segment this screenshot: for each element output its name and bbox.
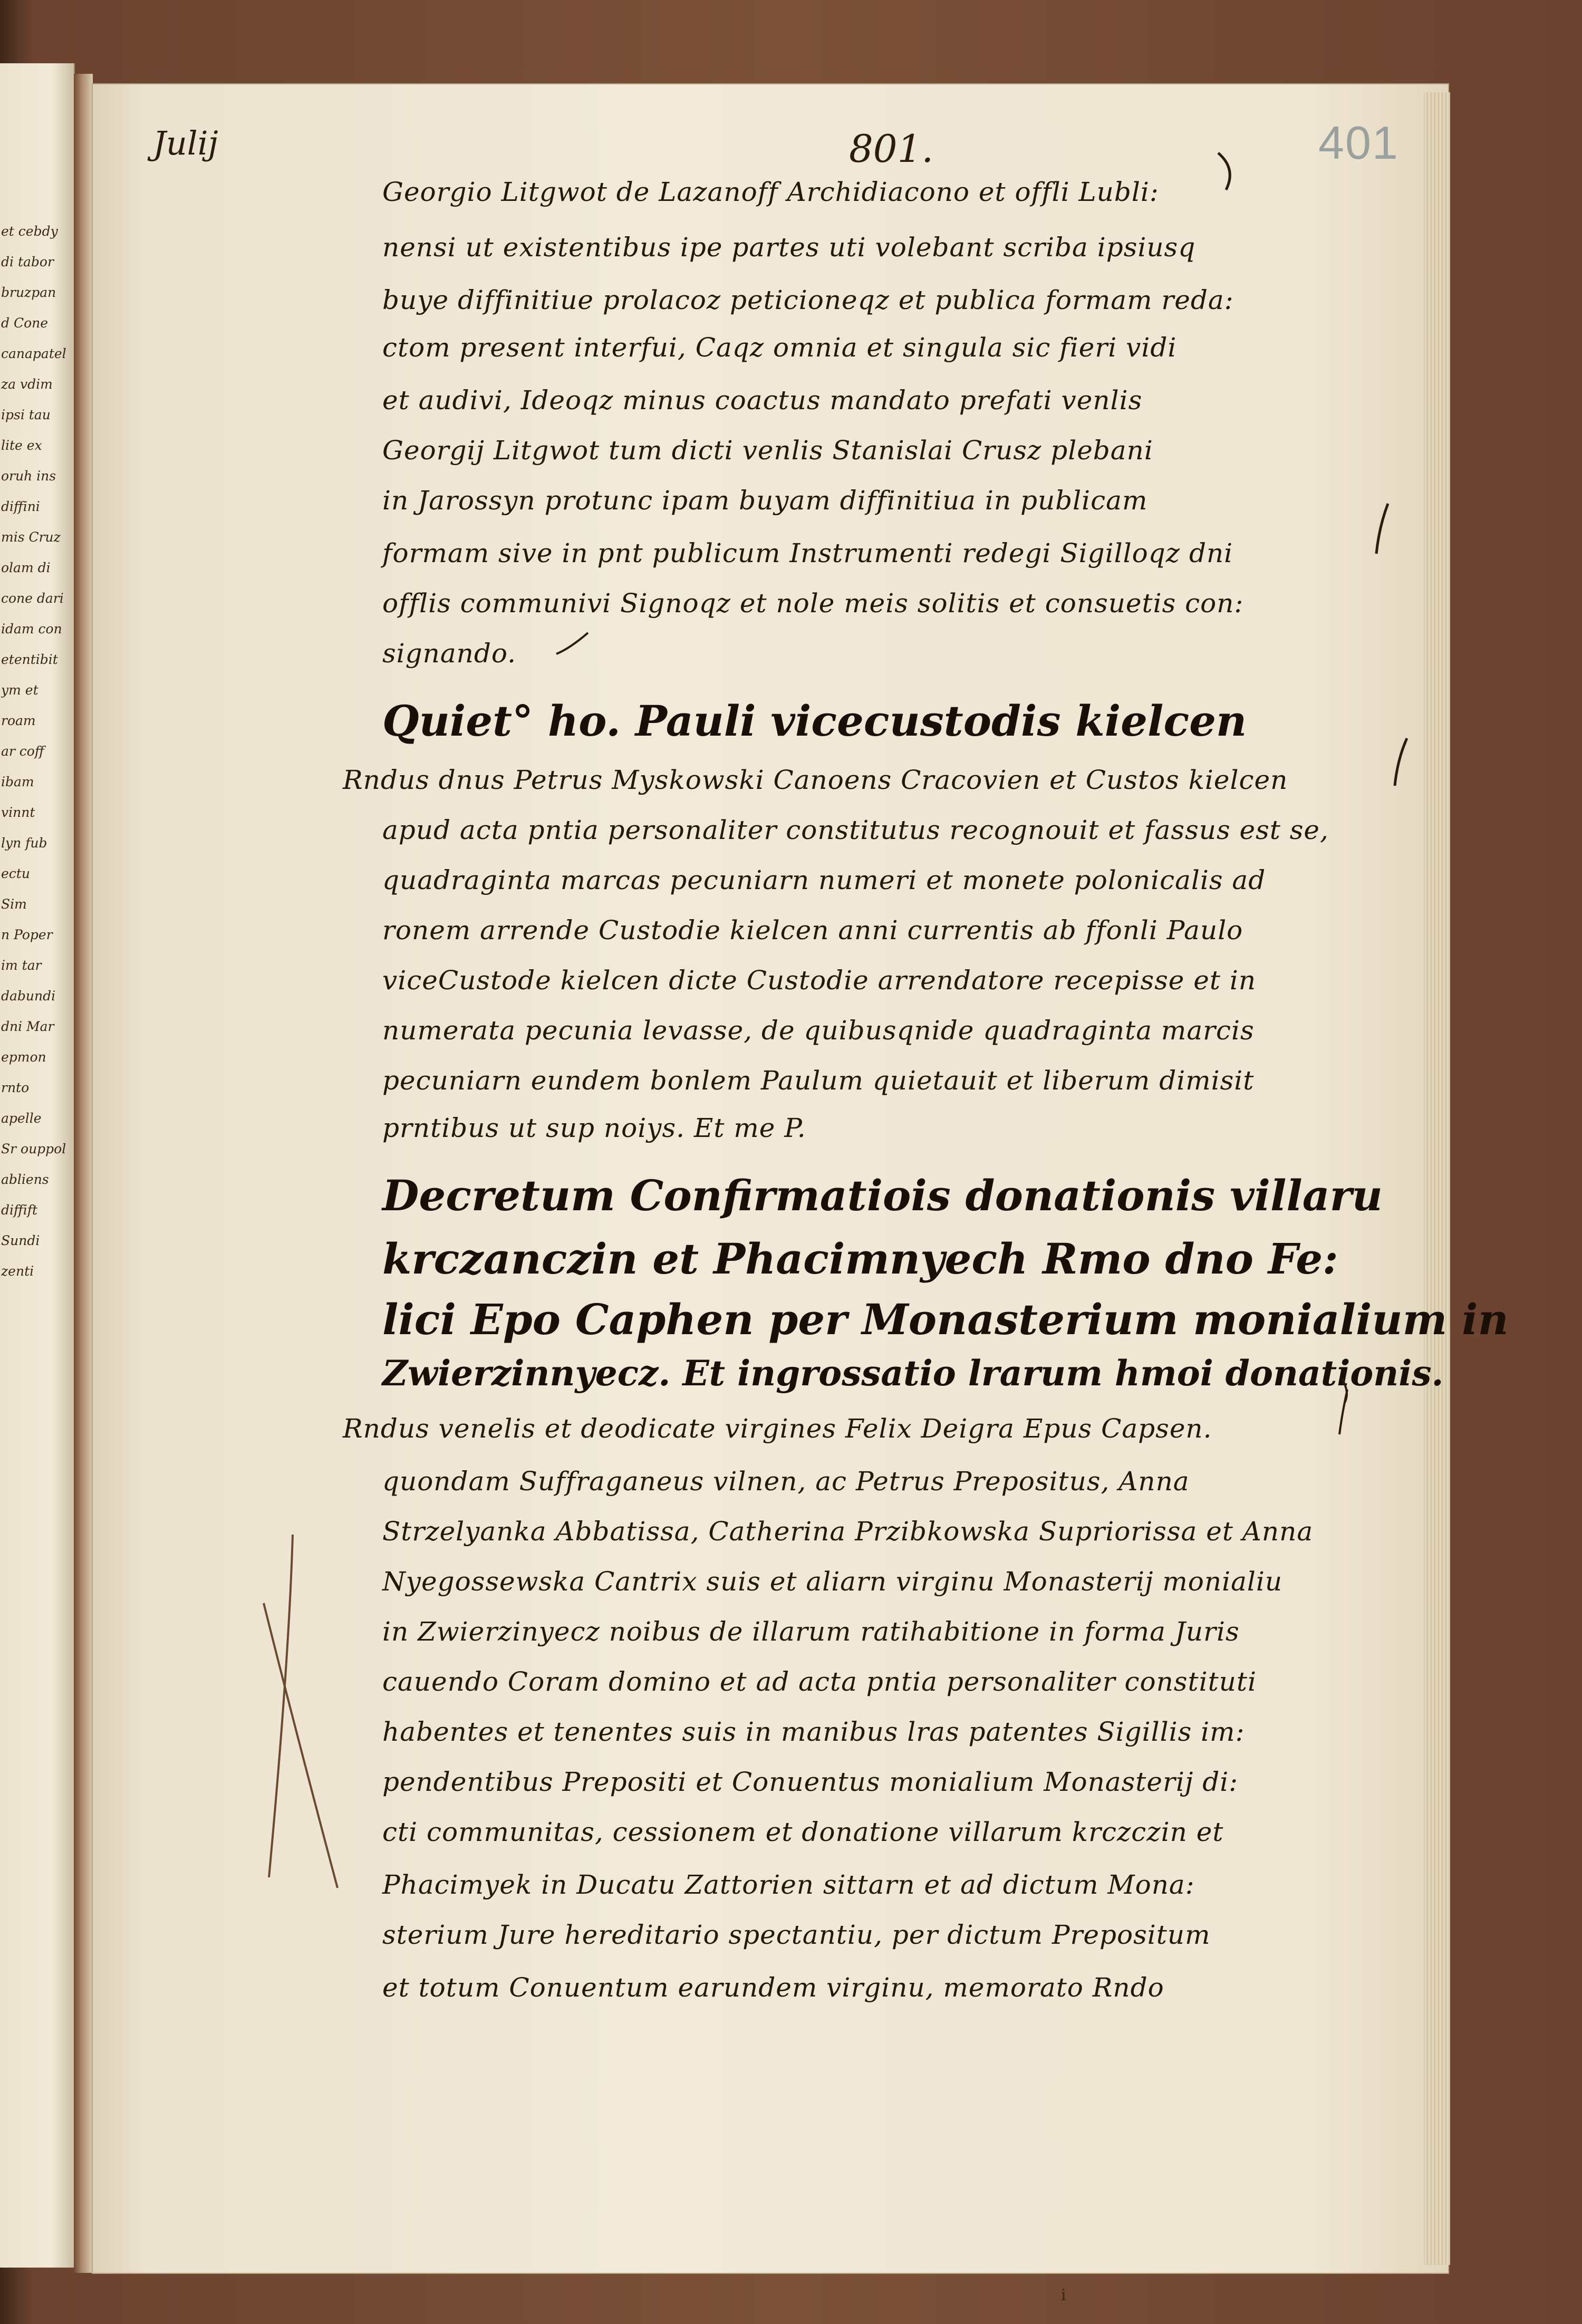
- body-line: Georgij Litgwot tum dicti venlis Stanislai Crusz plebani: [382, 435, 1153, 466]
- left-note: za vdim: [1, 377, 53, 392]
- body-line: in Jarossyn protunc ipam buyam diffinitiua in publicam: [382, 485, 1148, 516]
- left-note: Sim: [1, 896, 27, 912]
- section-heading: Zwierzinnyecz. Et ingrossatio lrarum hmoi donationis.: [382, 1353, 1444, 1394]
- month-heading: Julij: [153, 124, 218, 162]
- left-note: dni Mar: [1, 1019, 54, 1034]
- section-heading: krczanczin et Phacimnyech Rmo dno Fe:: [382, 1234, 1338, 1284]
- left-note: roam: [1, 713, 36, 728]
- left-note: olam di: [1, 560, 51, 575]
- left-note: bruzpan: [1, 285, 56, 300]
- left-note: epmon: [1, 1049, 46, 1065]
- left-note: ar coff: [1, 744, 44, 759]
- body-line: offlis communivi Signoqz et nole meis solitis et consuetis con:: [382, 588, 1244, 619]
- body-line: apud acta pntia personaliter constitutus recognouit et fassus est se,: [382, 815, 1329, 845]
- pen-flourish: [1339, 1390, 1347, 1434]
- left-note: abliens: [1, 1172, 49, 1187]
- left-note: di tabor: [1, 254, 54, 269]
- left-note: dabundi: [1, 988, 56, 1004]
- body-line: Nyegossewska Cantrix suis et aliarn virginu Monasterij monialiu: [382, 1566, 1283, 1597]
- section-heading: Decretum Confirmatiois donationis villaru: [382, 1171, 1383, 1220]
- body-line: ctom present interfui, Caqz omnia et singula sic fieri vidi: [382, 332, 1177, 363]
- left-note: rnto: [1, 1080, 30, 1095]
- body-line: viceCustode kielcen dicte Custodie arrendatore recepisse et in: [382, 965, 1257, 996]
- body-line: et audivi, Ideoqz minus coactus mandato prefati venlis: [382, 385, 1143, 416]
- foliation-number: 801.: [849, 127, 934, 171]
- left-note: lite ex: [1, 438, 42, 453]
- body-line: formam sive in pnt publicum Instrumenti redegi Sigilloqz dni: [382, 538, 1233, 568]
- left-note: idam con: [1, 621, 62, 637]
- pen-flourish: [556, 633, 588, 654]
- cancellation-stroke: [264, 1603, 337, 1888]
- left-note: oruh ins: [1, 468, 56, 484]
- body-line: in Zwierzinyecz noibus de illarum ratihabitione in forma Juris: [382, 1616, 1240, 1647]
- body-line: et totum Conuentum earundem virginu, memorato Rndo: [382, 1972, 1164, 2003]
- left-note: canapatel: [1, 346, 66, 361]
- body-line: pendentibus Prepositi et Conuentus monialium Monasterij di:: [382, 1767, 1239, 1797]
- body-line: Strzelyanka Abbatissa, Catherina Przibkowska Supriorissa et Anna: [382, 1516, 1314, 1547]
- body-line: quondam Suffraganeus vilnen, ac Petrus Prepositus, Anna: [382, 1466, 1190, 1497]
- left-note: etentibit: [1, 652, 58, 667]
- body-line: prntibus ut sup noiys. Et me P.: [382, 1113, 806, 1143]
- body-line: nensi ut existentibus ipe partes uti volebant scriba ipsiusq: [382, 232, 1196, 263]
- body-line: Georgio Litgwot de Lazanoff Archidiacono et offli Lubli:: [382, 177, 1159, 207]
- left-note: cone dari: [1, 591, 64, 606]
- left-note: diffift: [1, 1202, 38, 1218]
- left-note: ibam: [1, 774, 34, 789]
- section-heading: lici Epo Caphen per Monasterium monialium in: [382, 1295, 1509, 1344]
- body-line: quadraginta marcas pecuniarn numeri et monete polonicalis ad: [382, 865, 1266, 895]
- left-note: Sundi: [1, 1233, 40, 1248]
- section-heading: Quiet° ho. Pauli vicecustodis kielcen: [382, 696, 1247, 746]
- body-line: Rndus venelis et deodicate virgines Felix Deigra Epus Capsen.: [343, 1413, 1212, 1444]
- page-number: 401: [1318, 117, 1399, 169]
- pen-flourish: [1395, 738, 1407, 786]
- left-note: vinnt: [1, 805, 35, 820]
- bottom-mark: i: [1061, 2286, 1066, 2304]
- left-note: ipsi tau: [1, 407, 51, 422]
- left-note: et cebdy: [1, 224, 58, 239]
- left-note: lyn fub: [1, 835, 47, 851]
- left-note: d Cone: [1, 315, 49, 331]
- left-note: im tar: [1, 958, 42, 973]
- left-note: zenti: [1, 1264, 34, 1279]
- body-line: Rndus dnus Petrus Myskowski Canoens Cracovien et Custos kielcen: [343, 765, 1288, 795]
- body-line: ronem arrende Custodie kielcen anni currentis ab ffonli Paulo: [382, 915, 1243, 946]
- body-line: buye diffinitiue prolacoz peticioneqz et publica formam reda:: [382, 285, 1234, 315]
- left-note: n Poper: [1, 927, 53, 942]
- left-note: apelle: [1, 1111, 42, 1126]
- left-note: diffini: [1, 499, 40, 514]
- left-note: mis Cruz: [1, 529, 61, 545]
- left-note: Sr ouppol: [1, 1141, 66, 1156]
- body-line: habentes et tenentes suis in manibus lras patentes Sigillis im:: [382, 1717, 1245, 1747]
- body-line: Phacimyek in Ducatu Zattorien sittarn et ad dictum Mona:: [382, 1869, 1195, 1900]
- body-line: signando.: [382, 638, 516, 669]
- body-line: cauendo Coram domino et ad acta pntia personaliter constituti: [382, 1666, 1257, 1697]
- left-note: ectu: [1, 866, 30, 881]
- body-line: cti communitas, cessionem et donatione villarum krczczin et: [382, 1817, 1224, 1847]
- body-line: numerata pecunia levasse, de quibusqnide quadraginta marcis: [382, 1015, 1255, 1046]
- body-line: sterium Jure hereditario spectantiu, per dictum Prepositum: [382, 1920, 1211, 1950]
- pen-flourish: [1376, 504, 1388, 554]
- pen-flourish: [1218, 153, 1230, 190]
- body-line: pecuniarn eundem bonlem Paulum quietauit et liberum dimisit: [382, 1065, 1255, 1096]
- left-note: ym et: [1, 682, 38, 698]
